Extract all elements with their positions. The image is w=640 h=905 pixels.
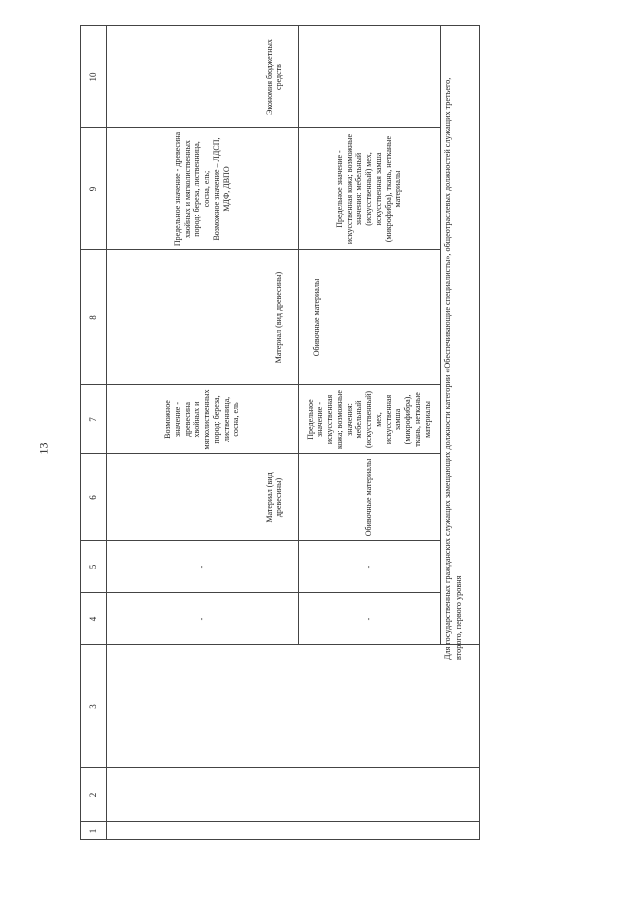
column-header: 5: [87, 564, 98, 570]
cell-text: Материал (вид древесины): [274, 271, 284, 364]
cell-text: Экономия бюджетных средств: [264, 39, 284, 115]
page-number: 13: [36, 442, 51, 455]
column-header: 7: [87, 417, 98, 422]
column-header: 2: [87, 792, 98, 798]
column-line: [80, 767, 480, 768]
table-cell: [106, 26, 298, 128]
table-cell: [298, 385, 440, 454]
table-cell: [106, 454, 298, 541]
table-viewport: [80, 25, 480, 840]
cell-text: -: [364, 565, 374, 569]
cell-text: Предельное значение - древесина хвойных и мягколиственных пород: береза, лиственница, сосна, ель; Возможное значение – ЛДСП, МДФ, ДВПО: [172, 131, 231, 247]
table-cell: [106, 541, 298, 593]
cell-text: Обивочные материалы: [312, 278, 321, 357]
table-cell: [298, 593, 440, 645]
column-header: 9: [87, 186, 98, 192]
column-header: 8: [87, 315, 98, 320]
requirements-table: [80, 25, 480, 840]
table-cell: [106, 250, 298, 385]
cell-text: -: [197, 617, 207, 621]
table-cell: [298, 541, 440, 593]
cell-text: Материал (вид древесины): [264, 472, 284, 523]
column-line: [80, 821, 480, 822]
table-cell: [298, 454, 440, 541]
column-header: 3: [87, 704, 98, 709]
column-header: 6: [87, 495, 98, 500]
table-footnote: Для государственных гражданских служащих замещающих должности категории «Обеспечивающие специалисты», общеотраслевых должностей служащих третьего, второго, первого уровня: [443, 77, 463, 660]
column-header: 10: [87, 72, 98, 82]
cell-text: Предельное значение - искусственная кожа; возможные значения: мебельный (искусственный) мех, искусственная замша (микрофибра), ткань, нетканые материалы: [305, 390, 432, 449]
cell-text: Обивочные материалы: [364, 458, 374, 537]
column-line: [80, 839, 480, 840]
table-cell: [106, 593, 298, 645]
table-cell: [298, 26, 440, 128]
row-line: [80, 25, 81, 840]
cell-text: -: [364, 617, 374, 621]
column-header: 4: [87, 616, 98, 622]
cell-text: -: [197, 565, 207, 569]
table-cell: [298, 128, 440, 250]
cell-text: Предельное значение - искусственная кожа; возможные значения: мебельный (искусственный) мех, искусственная замша (микрофибра), ткань, нетканые материалы: [334, 133, 403, 245]
table-cell: [106, 128, 298, 250]
table-cell: [106, 385, 298, 454]
row-line: [479, 25, 480, 840]
column-header: 1: [87, 828, 98, 834]
cell-text: Возможное значение - древесина хвойных и мягколиственных пород: береза, лиственница, сосна, ель: [163, 389, 241, 450]
row-line: [440, 25, 441, 645]
table-cell: [298, 250, 440, 385]
